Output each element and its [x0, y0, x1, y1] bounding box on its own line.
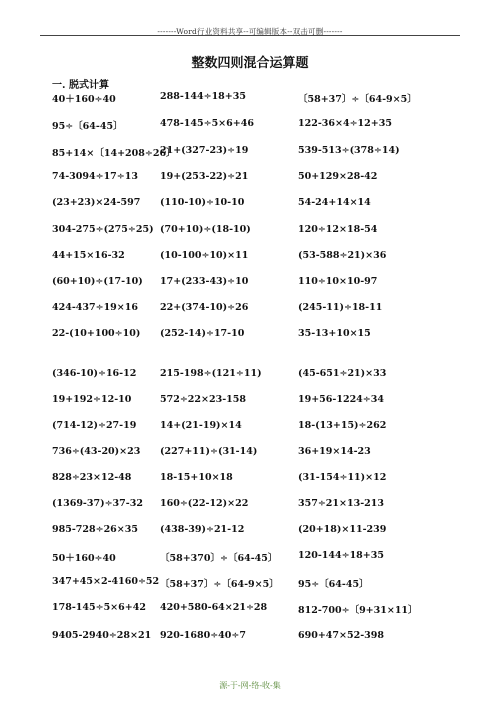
problem-expression: 18-15+10×18 [160, 472, 233, 483]
page-footer: 源-于-网-络-收-集 [219, 681, 281, 690]
problem-expression: (227+11)÷(31-14) [160, 446, 258, 457]
problem-expression: (70+10)÷(18-10) [160, 224, 251, 235]
problem-expression: (110-10)÷10-10 [160, 197, 245, 208]
problem-row [0, 328, 500, 342]
problem-row [0, 145, 500, 159]
problem-row [0, 420, 500, 434]
problem-expression: (1369-37)÷37-32 [52, 498, 143, 509]
problem-row [0, 630, 500, 644]
problem-expression: 35-13+10×15 [298, 328, 371, 339]
problem-expression: 736÷(43-20)×23 [52, 446, 141, 457]
problem-expression: 95÷〔64-45〕 [298, 579, 369, 590]
problem-expression: 347+45×2-4160÷52 [52, 576, 160, 587]
problem-expression: 18-(13+15)÷262 [298, 420, 387, 431]
problem-row [0, 472, 500, 486]
problem-expression: (20+18)×11-239 [298, 524, 387, 535]
problem-expression: (438-39)÷21-12 [160, 524, 245, 535]
problem-row [0, 197, 500, 211]
problem-expression: 178-145÷5×6+42 [52, 602, 146, 613]
problem-expression: (45-651÷21)×33 [298, 368, 387, 379]
problem-expression: 539-513÷(378÷14) [298, 145, 400, 156]
problem-row [0, 446, 500, 460]
problem-expression: 74-3094÷17÷13 [52, 171, 138, 182]
problem-row [0, 394, 500, 408]
problem-expression: 120÷12×18-54 [298, 224, 378, 235]
problem-expression: (245-11)÷18-11 [298, 302, 383, 313]
problem-expression: 215-198÷(121÷11) [160, 368, 262, 379]
problem-expression: 〔58+370〕÷〔64-45〕 [160, 553, 278, 564]
problem-expression: 95÷〔64-45〕 [52, 121, 123, 132]
problem-expression: (23+23)×24-597 [52, 197, 141, 208]
problem-row [0, 171, 500, 185]
problem-row [0, 368, 500, 382]
problem-expression: 85+14×〔14+208÷26〕 [52, 148, 176, 159]
problem-expression: 50＋160÷40 [52, 553, 116, 564]
problem-expression: 985-728÷26×35 [52, 524, 138, 535]
problem-expression: 44+15×16-32 [52, 250, 125, 261]
problem-expression: (60+10)÷(17-10) [52, 276, 143, 287]
problem-expression: 420+580-64×21÷28 [160, 602, 268, 613]
problem-expression: 478-145÷5×6+46 [160, 118, 254, 129]
problem-expression: 19+(253-22)÷21 [160, 171, 249, 182]
problem-expression: 828÷23×12-48 [52, 472, 132, 483]
problem-expression: 50+129×28-42 [298, 171, 378, 182]
problem-expression: 812-700÷〔9+31×11〕 [298, 605, 418, 616]
problem-expression: 288-144÷18+35 [160, 91, 246, 102]
problem-expression: 54-24+14×14 [298, 197, 371, 208]
problem-expression: 17+(233-43)÷10 [160, 276, 249, 287]
problem-expression: 160÷(22-12)×22 [160, 498, 249, 509]
problem-expression: 〔58+37〕÷〔64-9×5〕 [160, 579, 279, 590]
problem-expression: 920-1680÷40÷7 [160, 630, 246, 641]
problem-expression: 9405-2940÷28×21 [52, 630, 152, 641]
problem-row [0, 550, 500, 564]
problem-row [0, 118, 500, 132]
problem-expression: 424-437÷19×16 [52, 302, 138, 313]
problem-row [0, 302, 500, 316]
problem-expression: 19+192÷12-10 [52, 394, 132, 405]
problem-expression: 357÷21×13-213 [298, 498, 384, 509]
problem-expression: (714-12)÷27-19 [52, 420, 137, 431]
problem-row [0, 250, 500, 264]
problem-expression: 572÷22×23-158 [160, 394, 246, 405]
problem-expression: (10-100÷10)×11 [160, 250, 249, 261]
problem-expression: 690+47×52-398 [298, 630, 384, 641]
problem-expression: (346-10)÷16-12 [52, 368, 137, 379]
problem-expression: 19+56-1224÷34 [298, 394, 384, 405]
problem-row [0, 498, 500, 512]
problem-expression: 22+(374-10)÷26 [160, 302, 249, 313]
problem-expression: 110÷10×10-97 [298, 276, 378, 287]
problem-expression: 22-(10+100÷10) [52, 328, 141, 339]
problem-expression: 〔58+37〕÷〔64-9×5〕 [298, 94, 417, 105]
problem-row [0, 524, 500, 538]
page-title: 整数四则混合运算题 [191, 56, 309, 71]
problem-expression: (31-154÷11)×12 [298, 472, 387, 483]
problem-expression: (252-14)÷17-10 [160, 328, 245, 339]
problem-row [0, 91, 500, 105]
problem-row [0, 576, 500, 590]
problem-expression: (53-588÷21)×36 [298, 250, 387, 261]
problem-expression: 21+(327-23)÷19 [160, 145, 249, 156]
problem-row [0, 224, 500, 238]
problem-expression: 304-275÷(275÷25) [52, 224, 154, 235]
problem-expression: 40＋160÷40 [52, 94, 116, 105]
problem-row [0, 602, 500, 616]
problem-row [0, 276, 500, 290]
problem-expression: 14+(21-19)×14 [160, 420, 242, 431]
problem-expression: 122-36×4÷12+35 [298, 118, 392, 129]
section-heading: 一. 脱式计算 [52, 80, 109, 91]
document-header: -------Word行业资料共享--可编辑版本--双击可删------- [157, 27, 343, 36]
problem-expression: 120-144÷18+35 [298, 550, 384, 561]
problem-expression: 36+19×14-23 [298, 446, 371, 457]
